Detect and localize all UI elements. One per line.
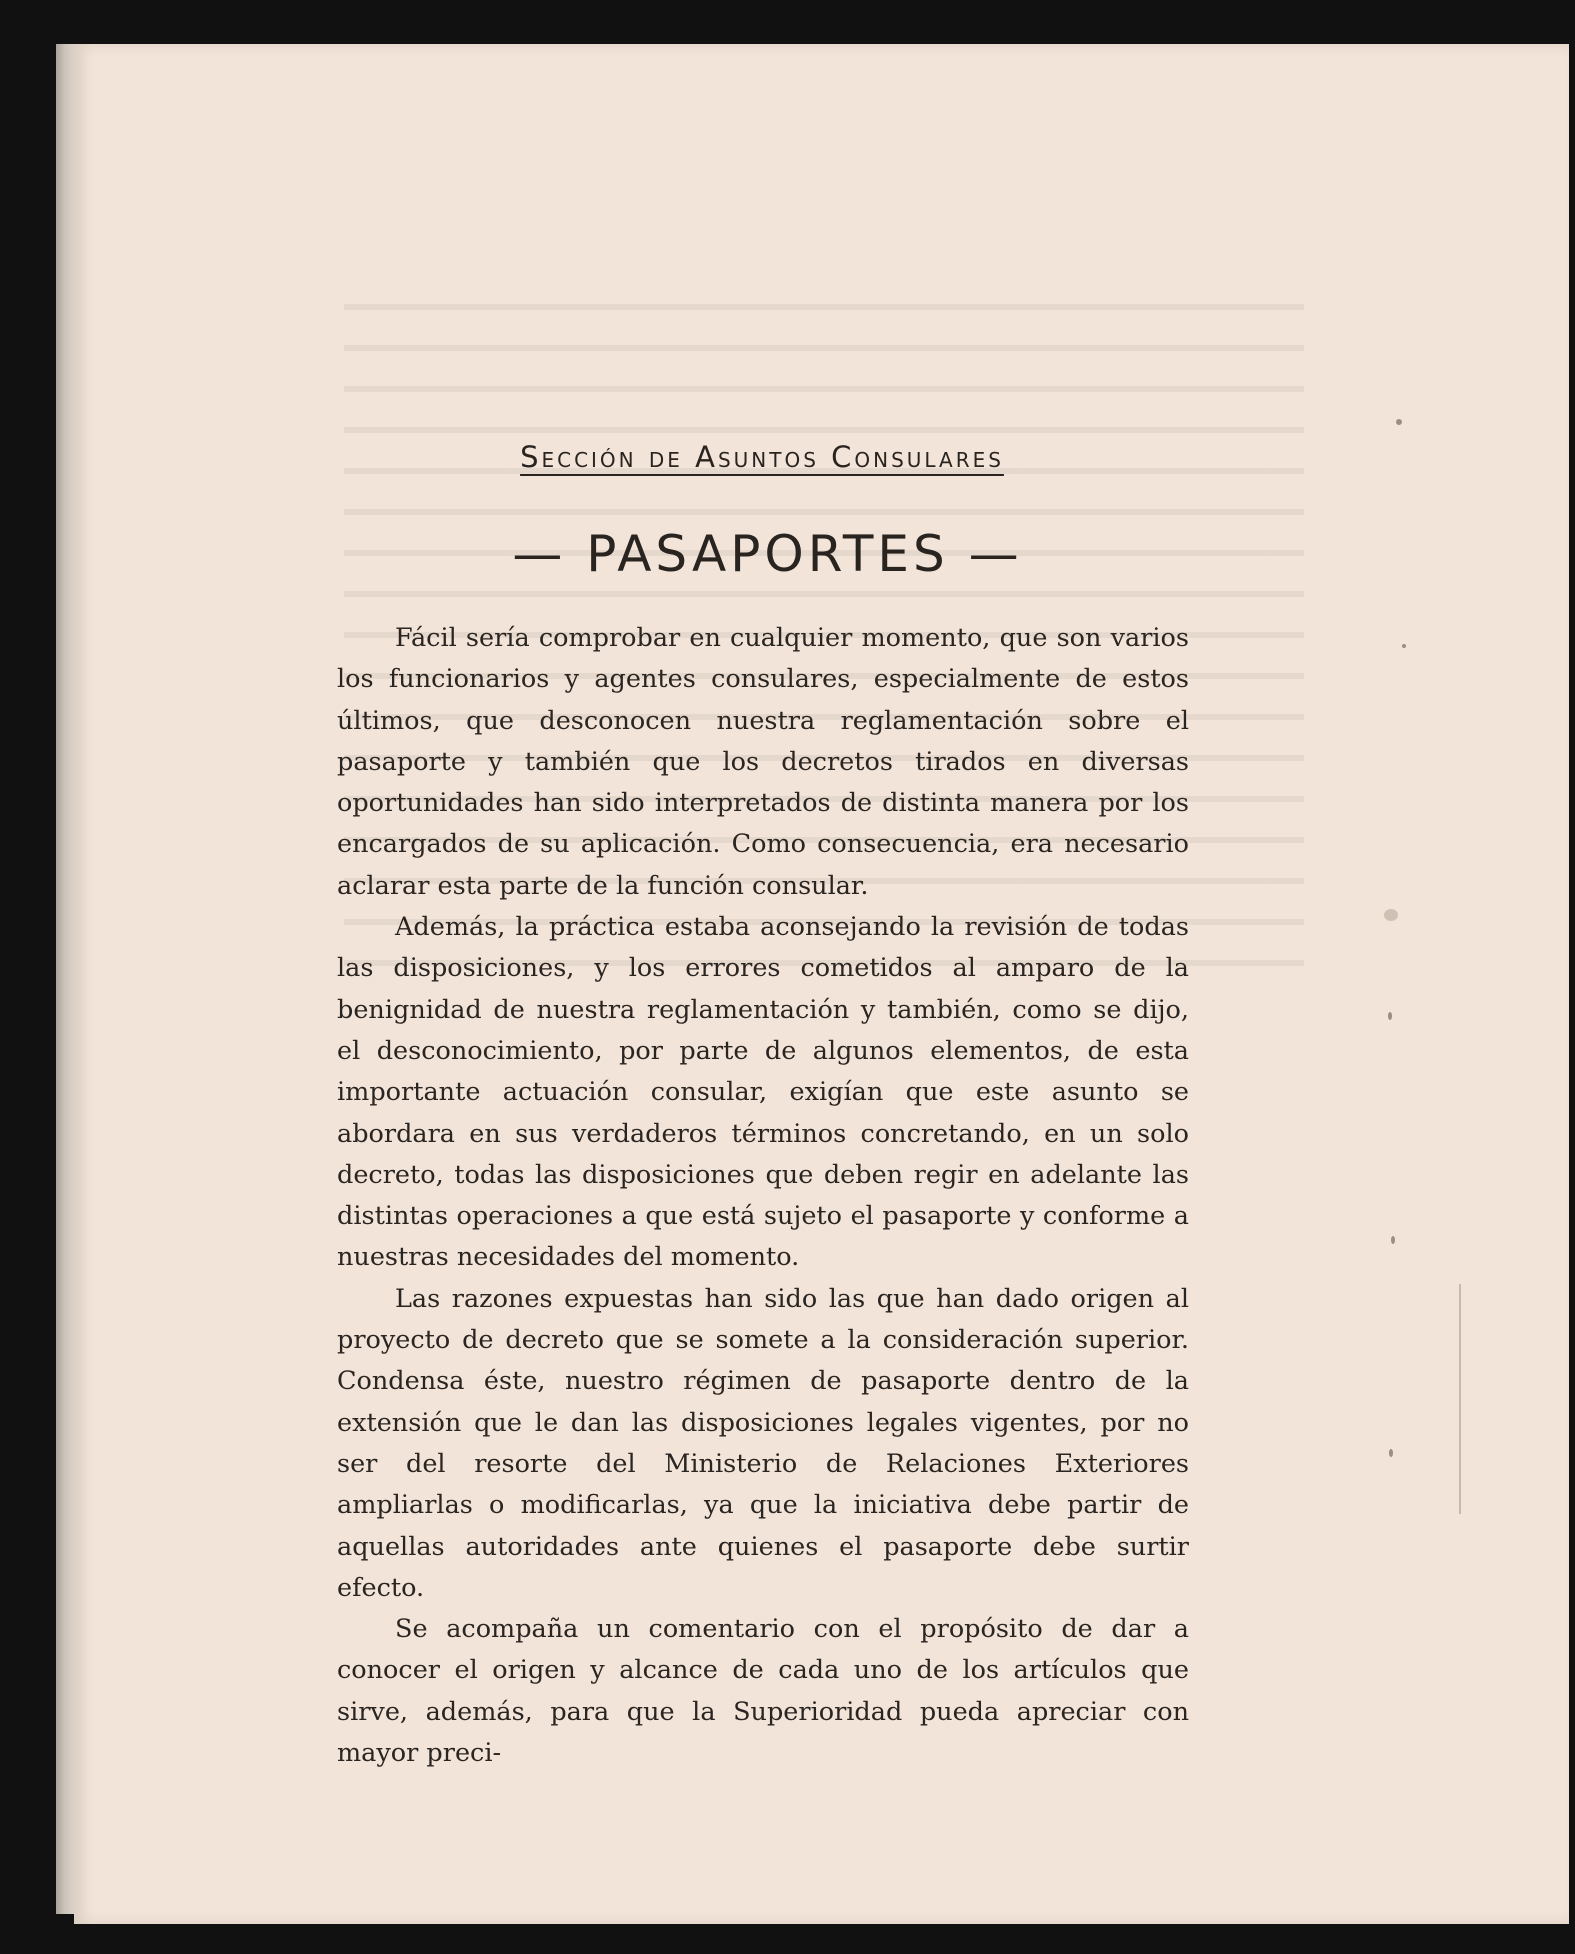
- paragraph: Además, la práctica estaba aconsejando la revisión de todas las disposiciones, y los errores cometidos al amparo de la benignidad de nuestra reglamentación y también, como se dijo, el desconocimiento, por parte de algunos elementos, de esta importante actuación consular, exigían que este asunto se abordara en sus verdaderos términos concretando, en un solo decreto, todas las disposiciones que deben regir en adelante las distintas operaciones a que está sujeto el pasaporte y conforme a nuestras necesidades del momento.: [337, 912, 1189, 1273]
- paper-spot: [1388, 1012, 1392, 1020]
- paragraph: Se acompaña un comentario con el propósito de dar a conocer el origen y alcance de cada uno de los artículos que sirve, además, para que la Superioridad pueda apreciar con mayor preci-: [337, 1614, 1189, 1769]
- paper-spot: [1391, 1236, 1395, 1244]
- paper-spot: [1402, 644, 1406, 648]
- paper-spot: [1389, 1449, 1393, 1457]
- paragraph: Las razones expuestas han sido las que han dado origen al proyecto de decreto que se somete a la consideración superior. Condensa éste, nuestro régimen de pasaporte dentro de la extensión que le dan las disposiciones legales vigentes, por no ser del resorte del Ministerio de Relaciones Exteriores ampliarlas o modificarlas, ya que la iniciativa debe partir de aquellas autoridades ante quienes el pasaporte debe surtir efecto.: [337, 1283, 1189, 1603]
- body-text: [337, 618, 1189, 1774]
- section-header: Sección de Asuntos Consulares: [520, 440, 1004, 474]
- page-title: — PASAPORTES —: [512, 525, 1023, 583]
- paragraph: Fácil sería comprobar en cualquier momento, que son varios los funcionarios y agentes consulares, especialmente de estos últimos, que desconocen nuestra reglamentación sobre el pasaporte y también que los decretos tirados en diversas oportunidades han sido interpretados de distinta manera por los encargados de su aplicación. Como consecuencia, era necesario aclarar esta parte de la función consular.: [337, 623, 1189, 901]
- paper-spot: [1396, 419, 1402, 425]
- paper-spot: [1384, 909, 1398, 921]
- binding-mark: [1459, 1284, 1461, 1514]
